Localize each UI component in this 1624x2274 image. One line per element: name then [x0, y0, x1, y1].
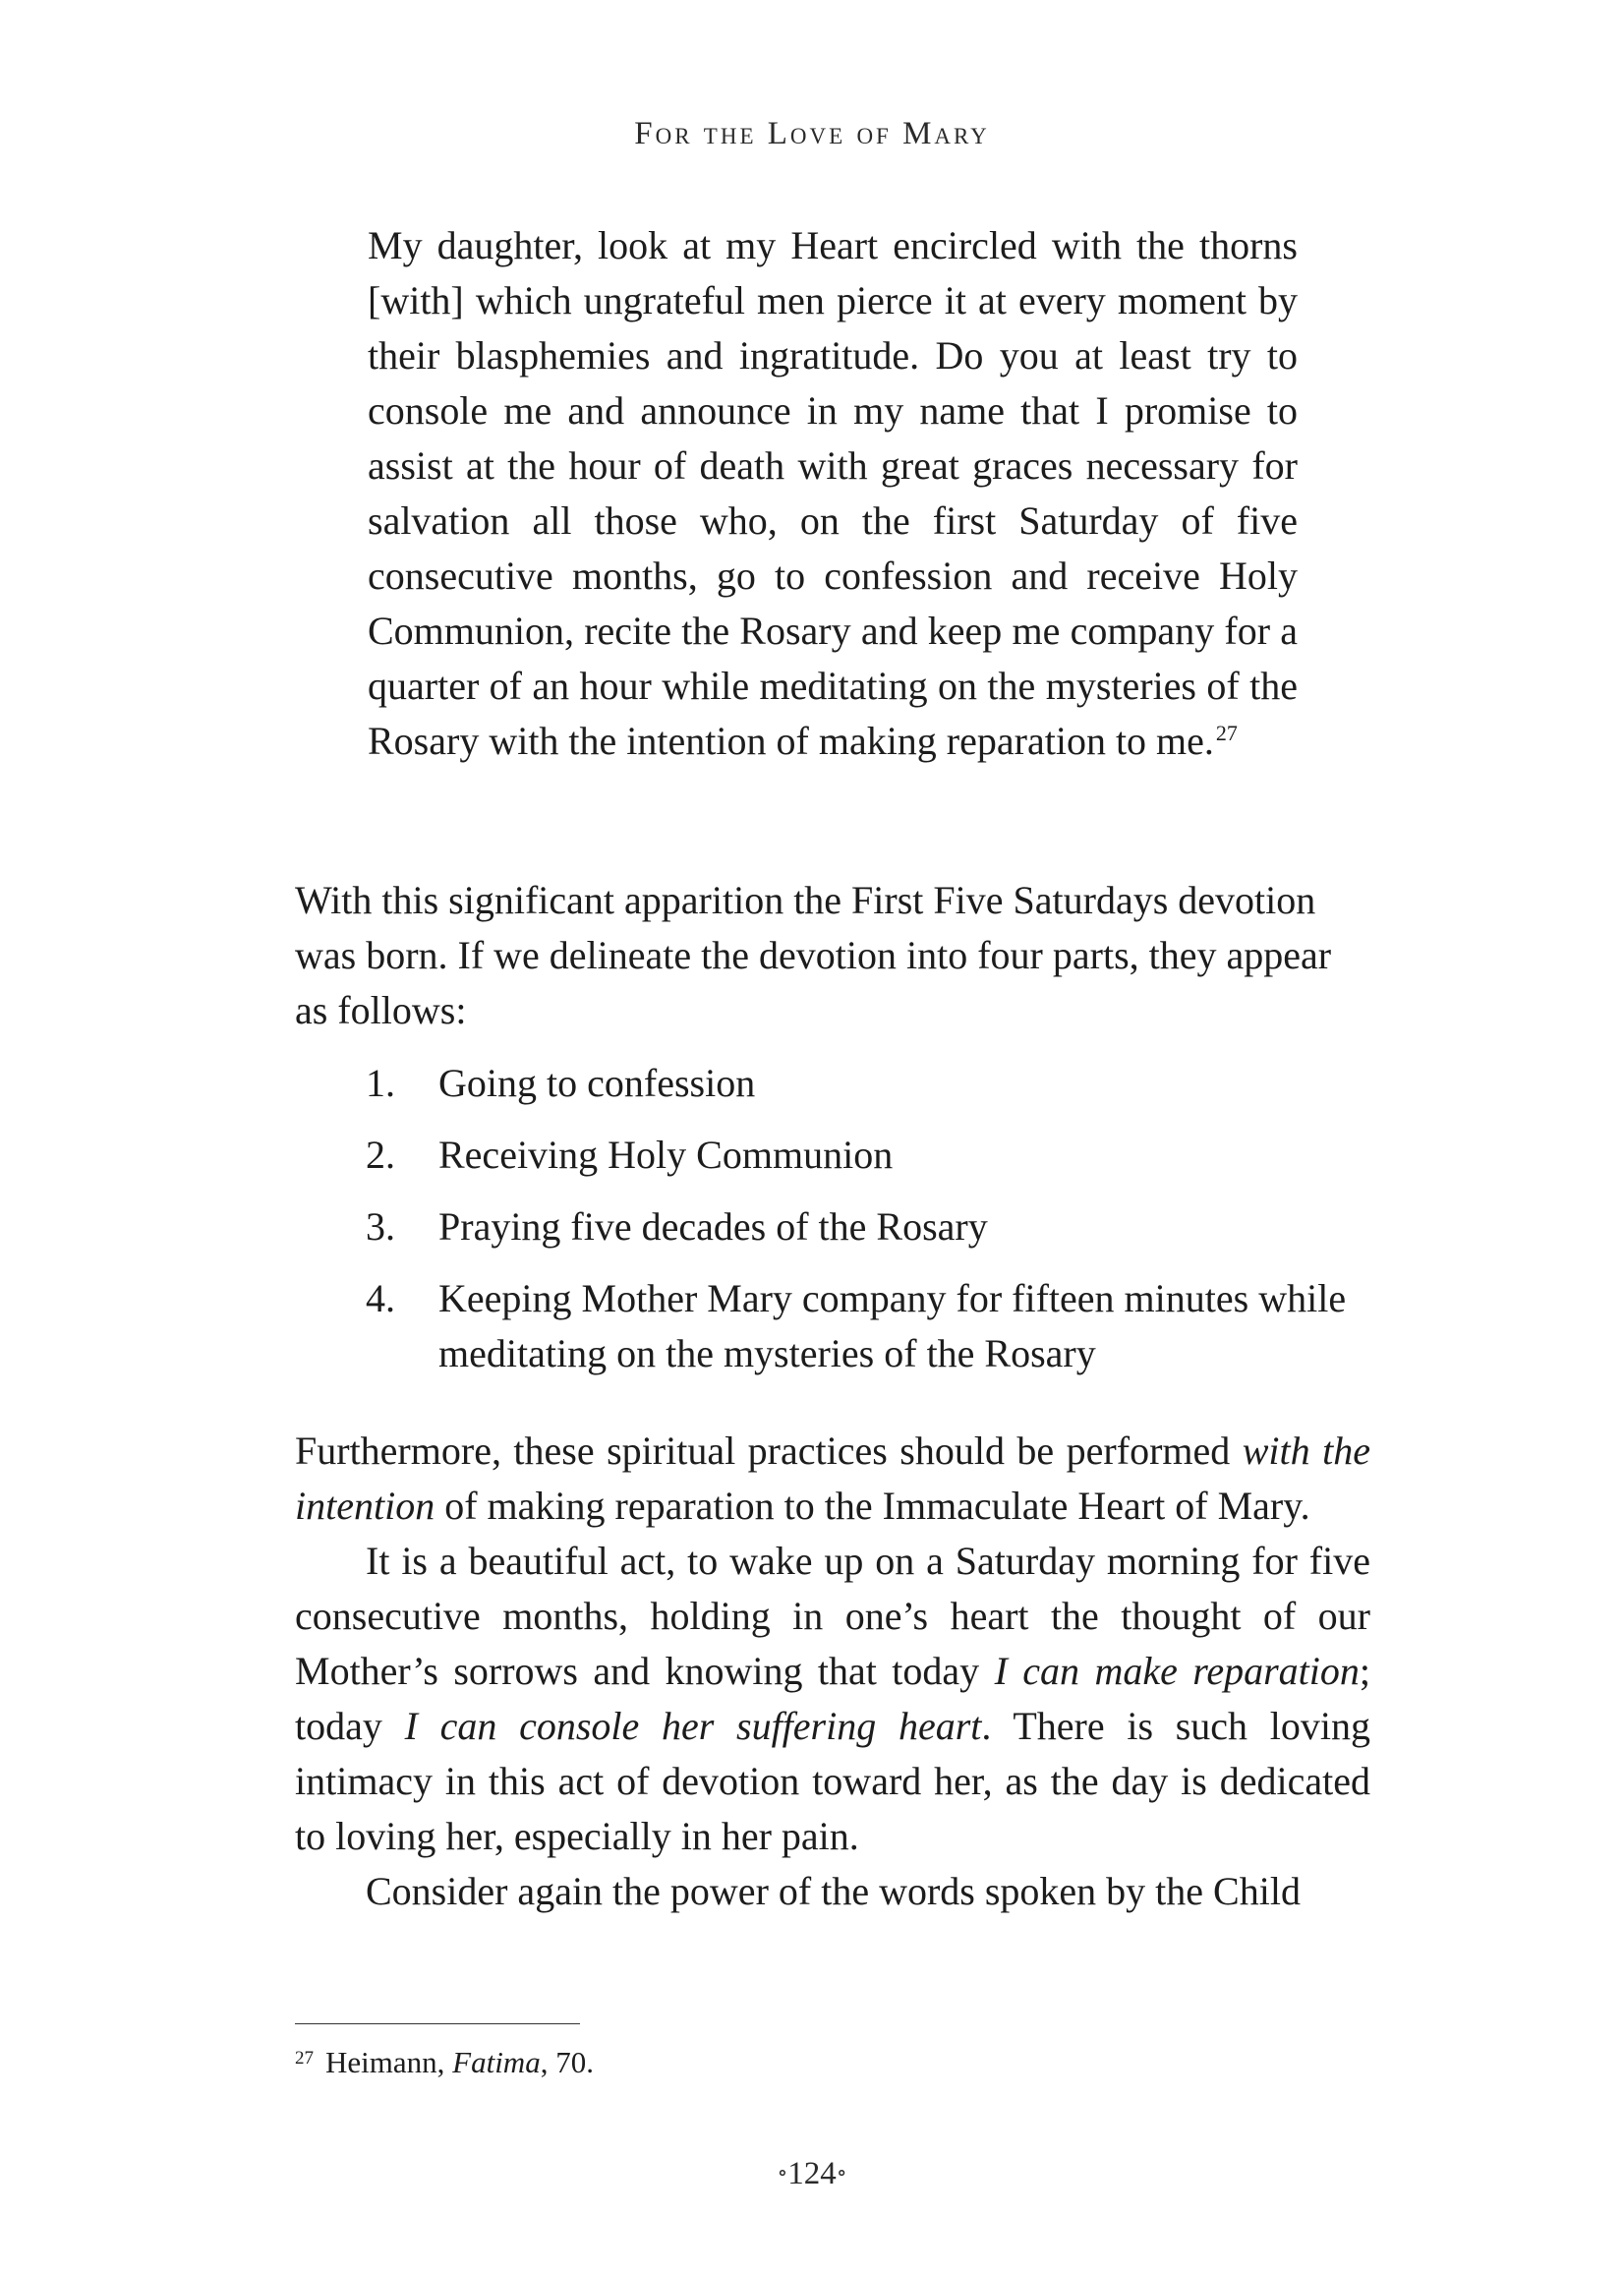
footnote-number: 27 — [295, 2048, 314, 2069]
footnote-reference: 27 — [1215, 721, 1238, 745]
paragraph-consider: Consider again the power of the words spoken by the Child — [366, 1869, 1301, 1913]
list-item-number: 2. — [366, 1133, 395, 1177]
emphasis-text: I can make reparation — [994, 1649, 1360, 1693]
intro-paragraph: With this significant apparition the First Five Saturdays devotion was born. If we delineate the devotion into four parts, they appear as follows: — [295, 878, 1332, 1032]
footnote — [295, 2041, 1278, 2084]
emphasis-text: with the intention — [295, 1429, 1370, 1528]
footnote-page: , 70. — [540, 2045, 594, 2079]
footnote-divider — [295, 2023, 580, 2024]
text-run: ; today — [295, 1649, 1370, 1748]
quote-body: My daughter, look at my Heart encircled with the thorns [with] which ungrateful men pierce it at every moment by their blasphemies and ingratitude. Do you at least try to console me and announce in my name that I promise to assist at the hour of death with great graces necessary for salvation all those who, on the first Saturday of five consecutive months, go to confession and receive Holy Communion, recite the Rosary and keep me company for a quarter of an hour while meditating on the mysteries of the Rosary with the intention of making reparation to me. — [368, 223, 1298, 763]
list-item-text: Receiving Holy Communion — [438, 1133, 894, 1177]
emphasis-text: I can console her suffering heart — [404, 1704, 982, 1748]
footnote-author: Heimann, — [325, 2045, 453, 2079]
body-text — [295, 1424, 1370, 1919]
page-number-value: 124 — [787, 2156, 837, 2191]
text-run: of making reparation to the Immaculate Heart of Mary. — [435, 1484, 1310, 1528]
list-item-text: Praying five decades of the Rosary — [438, 1204, 988, 1249]
paragraph-beautiful-act — [295, 1534, 1370, 1864]
list-item-text: Keeping Mother Mary company for fifteen minutes while meditating on the mysteries of the Rosary — [438, 1276, 1347, 1375]
text-run: Furthermore, these spiritual practices should be performed — [295, 1429, 1243, 1473]
list-item — [295, 1199, 1370, 1254]
quote-text — [368, 218, 1298, 769]
devotion-steps-list — [295, 1056, 1370, 1398]
list-item-number: 3. — [366, 1204, 395, 1249]
ornament-right-icon: ∘ — [836, 2160, 847, 2186]
text-run: It is a beautiful act, to wake up on a Saturday morning for five consecutive months, holding in one’s heart the thought of our Mother’s sorrows and knowing that today — [295, 1539, 1370, 1693]
running-head: For the Love of Mary — [634, 116, 990, 151]
ornament-left-icon: ∘ — [777, 2160, 788, 2186]
footnote-title: Fatima — [452, 2045, 541, 2079]
list-item — [295, 1056, 1370, 1111]
block-quote — [368, 218, 1298, 769]
list-item — [295, 1128, 1370, 1183]
list-item — [295, 1271, 1370, 1381]
list-item-number: 4. — [366, 1276, 395, 1320]
text-run: . There is such loving intimacy in this act of devotion toward her, as the day is dedicated to loving her, especially in her pain. — [295, 1704, 1370, 1858]
page-number — [0, 2156, 1624, 2192]
list-item-number: 1. — [366, 1061, 395, 1105]
list-item-text: Going to confession — [438, 1061, 756, 1105]
paragraph-furthermore — [295, 1424, 1370, 1534]
